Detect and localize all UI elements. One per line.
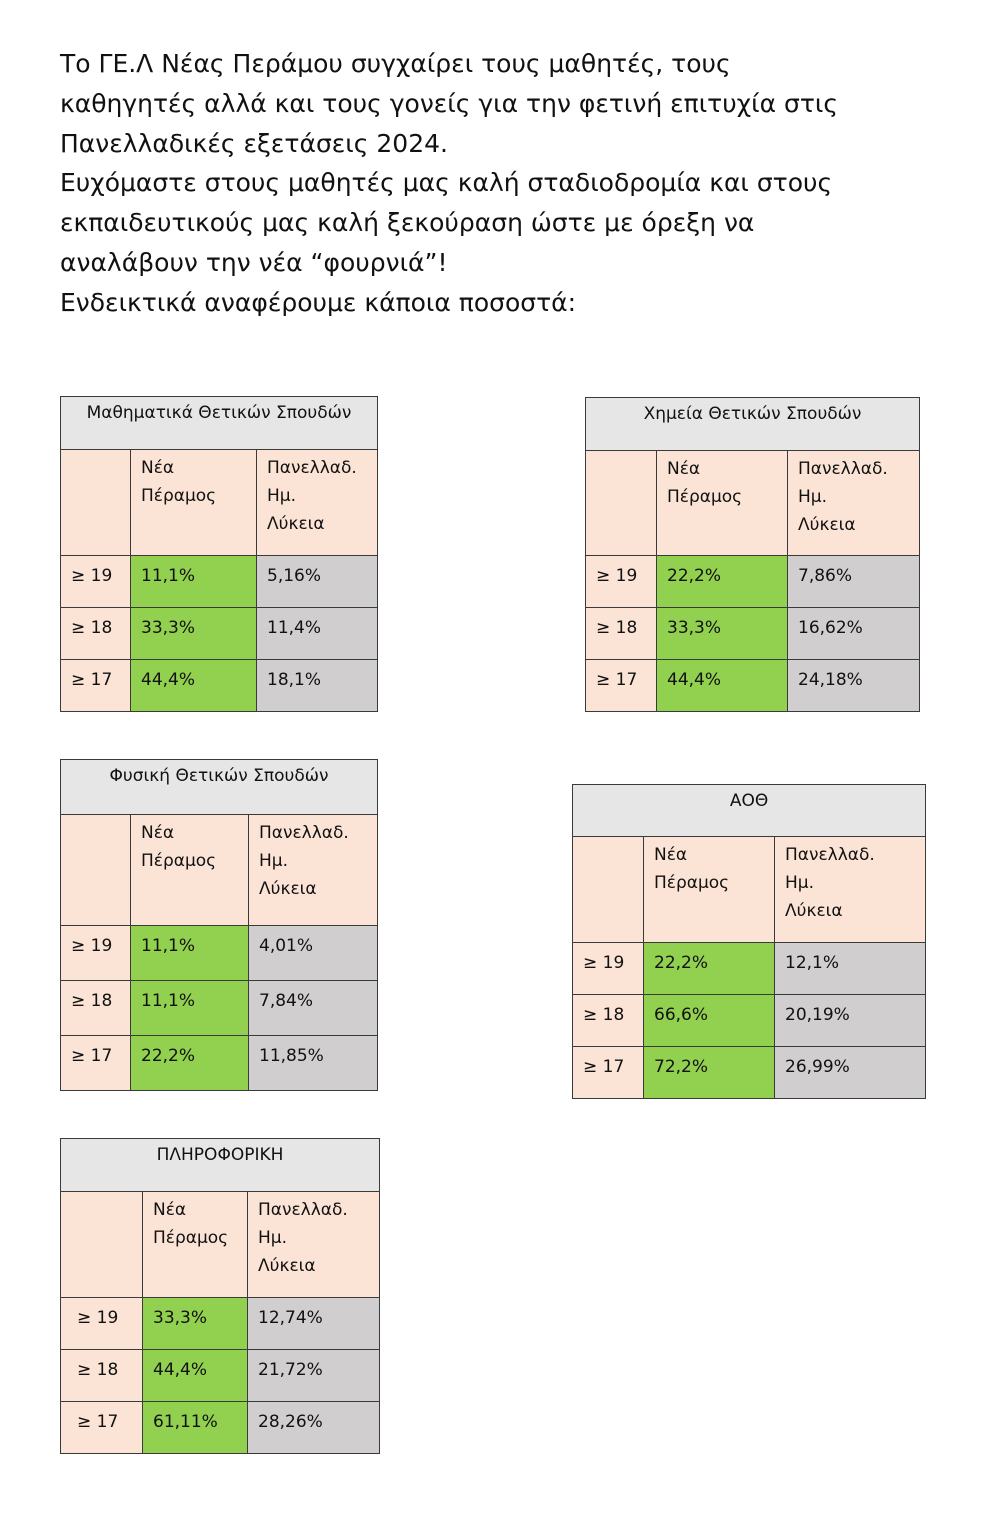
intro-line: αναλάβουν την νέα “φουρνιά”! — [60, 247, 448, 277]
intro-line: Ενδεικτικά αναφέρουμε κάποια ποσοστά: — [60, 287, 577, 317]
school-value: 33,3% — [657, 608, 788, 660]
national-value: 21,72% — [248, 1350, 380, 1402]
threshold-label: ≥ 17 — [61, 1402, 143, 1454]
table-row — [61, 926, 378, 981]
threshold-label: ≥ 17 — [586, 660, 657, 712]
national-value: 26,99% — [775, 1047, 926, 1099]
school-value: 44,4% — [657, 660, 788, 712]
threshold-label: ≥ 18 — [586, 608, 657, 660]
header-empty-cell — [586, 451, 657, 556]
table-title: Μαθηματικά Θετικών Σπουδών — [61, 397, 378, 450]
table-title: Χημεία Θετικών Σπουδών — [586, 398, 920, 451]
header-national: Πανελλαδ. Ημ. Λύκεια — [775, 837, 926, 943]
header-empty-cell — [61, 815, 131, 926]
threshold-label: ≥ 19 — [573, 943, 644, 995]
results-table-physics — [60, 759, 378, 1091]
table-row — [61, 556, 378, 608]
threshold-label: ≥ 18 — [61, 981, 131, 1036]
table-title: ΑΟΘ — [573, 785, 926, 837]
results-table-informatics — [60, 1138, 380, 1454]
header-school: Νέα Πέραμος — [644, 837, 775, 943]
table-row — [573, 995, 926, 1047]
school-value: 11,1% — [131, 981, 249, 1036]
school-value: 22,2% — [131, 1036, 249, 1091]
intro-text — [60, 44, 960, 323]
national-value: 18,1% — [257, 660, 378, 712]
threshold-label: ≥ 17 — [573, 1047, 644, 1099]
national-value: 5,16% — [257, 556, 378, 608]
header-national: Πανελλαδ. Ημ. Λύκεια — [249, 815, 378, 926]
header-empty-cell — [61, 450, 131, 556]
header-school: Νέα Πέραμος — [143, 1192, 248, 1298]
threshold-label: ≥ 19 — [61, 926, 131, 981]
header-empty-cell — [573, 837, 644, 943]
school-value: 33,3% — [143, 1298, 248, 1350]
table-row — [61, 1036, 378, 1091]
national-value: 11,85% — [249, 1036, 378, 1091]
school-value: 66,6% — [644, 995, 775, 1047]
national-value: 12,74% — [248, 1298, 380, 1350]
national-value: 7,84% — [249, 981, 378, 1036]
school-value: 11,1% — [131, 556, 257, 608]
national-value: 12,1% — [775, 943, 926, 995]
header-empty-cell — [61, 1192, 143, 1298]
intro-line: καθηγητές αλλά και τους γονείς για την φετινή επιτυχία στις — [60, 88, 839, 118]
intro-line: εκπαιδευτικούς μας καλή ξεκούραση ώστε με όρεξη να — [60, 208, 755, 238]
national-value: 4,01% — [249, 926, 378, 981]
national-value: 7,86% — [788, 556, 920, 608]
header-national: Πανελλαδ. Ημ. Λύκεια — [788, 451, 920, 556]
threshold-label: ≥ 19 — [61, 1298, 143, 1350]
national-value: 16,62% — [788, 608, 920, 660]
table-row — [586, 660, 920, 712]
threshold-label: ≥ 17 — [61, 1036, 131, 1091]
intro-line: Ευχόμαστε στους μαθητές μας καλή σταδιοδρομία και στους — [60, 168, 833, 198]
results-table-chemistry — [585, 397, 920, 712]
table-row — [61, 1402, 380, 1454]
threshold-label: ≥ 18 — [573, 995, 644, 1047]
national-value: 28,26% — [248, 1402, 380, 1454]
school-value: 72,2% — [644, 1047, 775, 1099]
header-school: Νέα Πέραμος — [131, 450, 257, 556]
table-title: Φυσική Θετικών Σπουδών — [61, 760, 378, 815]
table-row — [586, 608, 920, 660]
threshold-label: ≥ 19 — [586, 556, 657, 608]
table-row — [573, 1047, 926, 1099]
table-row — [61, 660, 378, 712]
header-national: Πανελλαδ. Ημ. Λύκεια — [257, 450, 378, 556]
table-row — [573, 943, 926, 995]
intro-line: Το ΓΕ.Λ Νέας Περάμου συγχαίρει τους μαθητές, τους — [60, 49, 731, 78]
school-value: 33,3% — [131, 608, 257, 660]
school-value: 44,4% — [131, 660, 257, 712]
threshold-label: ≥ 18 — [61, 608, 131, 660]
results-table-economics — [572, 784, 926, 1099]
intro-line: Πανελλαδικές εξετάσεις 2024. — [60, 128, 448, 158]
table-row — [61, 981, 378, 1036]
table-row — [586, 556, 920, 608]
school-value: 11,1% — [131, 926, 249, 981]
header-national: Πανελλαδ. Ημ. Λύκεια — [248, 1192, 380, 1298]
national-value: 24,18% — [788, 660, 920, 712]
header-school: Νέα Πέραμος — [657, 451, 788, 556]
school-value: 44,4% — [143, 1350, 248, 1402]
threshold-label: ≥ 17 — [61, 660, 131, 712]
school-value: 61,11% — [143, 1402, 248, 1454]
threshold-label: ≥ 18 — [61, 1350, 143, 1402]
table-row — [61, 1350, 380, 1402]
table-row — [61, 608, 378, 660]
school-value: 22,2% — [657, 556, 788, 608]
threshold-label: ≥ 19 — [61, 556, 131, 608]
table-title: ΠΛΗΡΟΦΟΡΙΚΗ — [61, 1139, 380, 1192]
national-value: 11,4% — [257, 608, 378, 660]
table-row — [61, 1298, 380, 1350]
results-table-mathematics — [60, 396, 378, 712]
national-value: 20,19% — [775, 995, 926, 1047]
school-value: 22,2% — [644, 943, 775, 995]
header-school: Νέα Πέραμος — [131, 815, 249, 926]
